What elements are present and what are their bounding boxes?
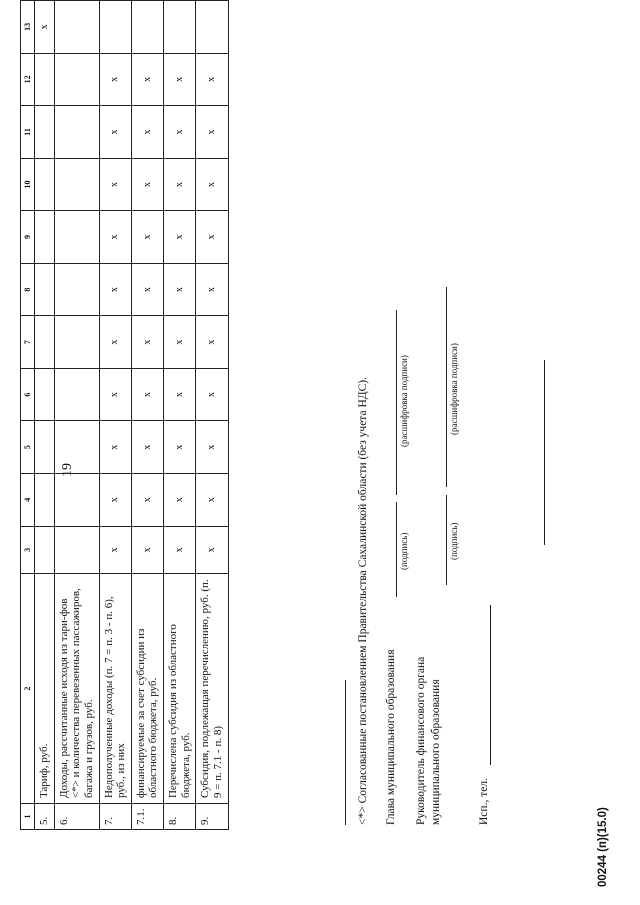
- table-cell: [35, 316, 55, 369]
- column-number: 6: [21, 368, 35, 421]
- footnote: <*> Согласованные постановлением Правительства Сахалинской области (без учета НДС).: [357, 377, 369, 825]
- table-cell: [54, 368, 99, 421]
- head-signature-line: [396, 502, 397, 597]
- table-row: [54, 1, 99, 830]
- row-number: 7.1.: [131, 804, 163, 830]
- table-row: [164, 1, 196, 830]
- table-cell: x: [164, 263, 196, 316]
- table-cell: x: [164, 421, 196, 474]
- table-cell: [54, 421, 99, 474]
- table-cell: [54, 473, 99, 526]
- table-cell: x: [164, 211, 196, 264]
- finance-title-1: Руководитель финансового органа: [415, 656, 427, 825]
- table-cell: x: [131, 158, 163, 211]
- table-cell: x: [99, 368, 131, 421]
- row-label: Недополученные доходы (п. 7 = п. 3 - п. 6), руб., из них: [99, 574, 131, 804]
- column-number: 7: [21, 316, 35, 369]
- footnote-rule: [345, 680, 346, 825]
- table-cell: [54, 263, 99, 316]
- row-number: 9.: [196, 804, 228, 830]
- row-number: 5.: [35, 804, 55, 830]
- table-cell: x: [196, 421, 228, 474]
- table-cell: x: [99, 263, 131, 316]
- table-cell: [35, 368, 55, 421]
- row-number: 6.: [54, 804, 99, 830]
- table-cell: [35, 526, 55, 574]
- table-row: [35, 1, 55, 830]
- row-label: Тариф, руб.: [35, 574, 55, 804]
- column-number: 2: [21, 574, 35, 804]
- column-number: 5: [21, 421, 35, 474]
- table-cell: x: [99, 526, 131, 574]
- finance-title-2: муниципального образования: [430, 679, 442, 825]
- executor-line: [490, 605, 491, 765]
- table-cell: x: [196, 316, 228, 369]
- table-cell: x: [131, 211, 163, 264]
- row-number: 8.: [164, 804, 196, 830]
- table-cell: x: [131, 473, 163, 526]
- table-cell: [54, 106, 99, 159]
- column-number: 3: [21, 526, 35, 574]
- table-cell: x: [196, 368, 228, 421]
- table-cell: [35, 211, 55, 264]
- table-cell: x: [131, 263, 163, 316]
- table-cell: x: [164, 368, 196, 421]
- table-cell: [54, 211, 99, 264]
- table-cell: [35, 421, 55, 474]
- table-cell: [35, 263, 55, 316]
- table-row: [131, 1, 163, 830]
- row-label: финансируемые за счет субсидии из областного бюджета, руб.: [131, 574, 163, 804]
- finance-signature-caption: (подпись): [449, 522, 459, 560]
- column-number: 4: [21, 473, 35, 526]
- table-cell: x: [196, 526, 228, 574]
- table-cell: x: [99, 53, 131, 106]
- table-cell: x: [164, 316, 196, 369]
- table-cell: [164, 1, 196, 54]
- table-cell: x: [131, 421, 163, 474]
- table-cell: [35, 158, 55, 211]
- table-cell: [54, 1, 99, 54]
- subsidy-table: [20, 0, 229, 830]
- column-number: 8: [21, 263, 35, 316]
- finance-decipher-caption: (расшифровка подписи): [449, 343, 459, 435]
- table-cell: x: [196, 106, 228, 159]
- head-signature-caption: (подпись): [399, 532, 409, 570]
- finance-signature-line: [446, 495, 447, 585]
- document-code: 00244 (п)(15.0): [597, 807, 609, 887]
- head-decipher-line: [396, 310, 397, 495]
- table-cell: x: [196, 211, 228, 264]
- table-cell: x: [196, 473, 228, 526]
- head-title: Глава муниципального образования: [385, 649, 397, 825]
- row-label: Перечислена субсидия из областного бюджета, руб.: [164, 574, 196, 804]
- table-cell: x: [131, 53, 163, 106]
- finance-decipher-line: [446, 287, 447, 487]
- table-cell: x: [164, 526, 196, 574]
- table-cell: x: [131, 368, 163, 421]
- column-number-row: [21, 1, 35, 830]
- table-cell: x: [164, 53, 196, 106]
- table-cell: x: [131, 526, 163, 574]
- executor-label: Исп., тел.: [478, 778, 490, 825]
- table-cell: [54, 316, 99, 369]
- column-number: 9: [21, 211, 35, 264]
- table-cell: [35, 53, 55, 106]
- table-cell: x: [164, 473, 196, 526]
- table-cell: x: [35, 1, 55, 54]
- table-row: [196, 1, 228, 830]
- table-cell: x: [164, 158, 196, 211]
- table-cell: x: [131, 106, 163, 159]
- page-number: 19: [60, 463, 75, 477]
- table-cell: x: [99, 316, 131, 369]
- row-label: Доходы, рассчитанные исходя из тари-фов <*> и количества перевезенных пассажиров, багажа и грузов, руб.: [54, 574, 99, 804]
- column-number: 1: [21, 804, 35, 830]
- table-cell: [99, 1, 131, 54]
- table-cell: [131, 1, 163, 54]
- table-cell: x: [131, 316, 163, 369]
- table-cell: x: [99, 421, 131, 474]
- table-cell: [35, 473, 55, 526]
- column-number: 12: [21, 53, 35, 106]
- stray-line: [544, 360, 545, 545]
- table-cell: x: [196, 158, 228, 211]
- table-cell: x: [99, 158, 131, 211]
- table-cell: [35, 106, 55, 159]
- table-cell: x: [99, 211, 131, 264]
- column-number: 10: [21, 158, 35, 211]
- table-cell: x: [196, 263, 228, 316]
- table-cell: x: [196, 53, 228, 106]
- table-cell: x: [99, 106, 131, 159]
- table-cell: x: [164, 106, 196, 159]
- table-row: [99, 1, 131, 830]
- table-cell: [54, 526, 99, 574]
- row-label: Субсидия, подлежащая перечислению, руб. (п. 9 = п. 7.1 - п. 8): [196, 574, 228, 804]
- column-number: 13: [21, 1, 35, 54]
- table-cell: [196, 1, 228, 54]
- table-cell: x: [99, 473, 131, 526]
- table-cell: [54, 158, 99, 211]
- head-decipher-caption: (расшифровка подписи): [399, 355, 409, 447]
- column-number: 11: [21, 106, 35, 159]
- row-number: 7.: [99, 804, 131, 830]
- table-cell: [54, 53, 99, 106]
